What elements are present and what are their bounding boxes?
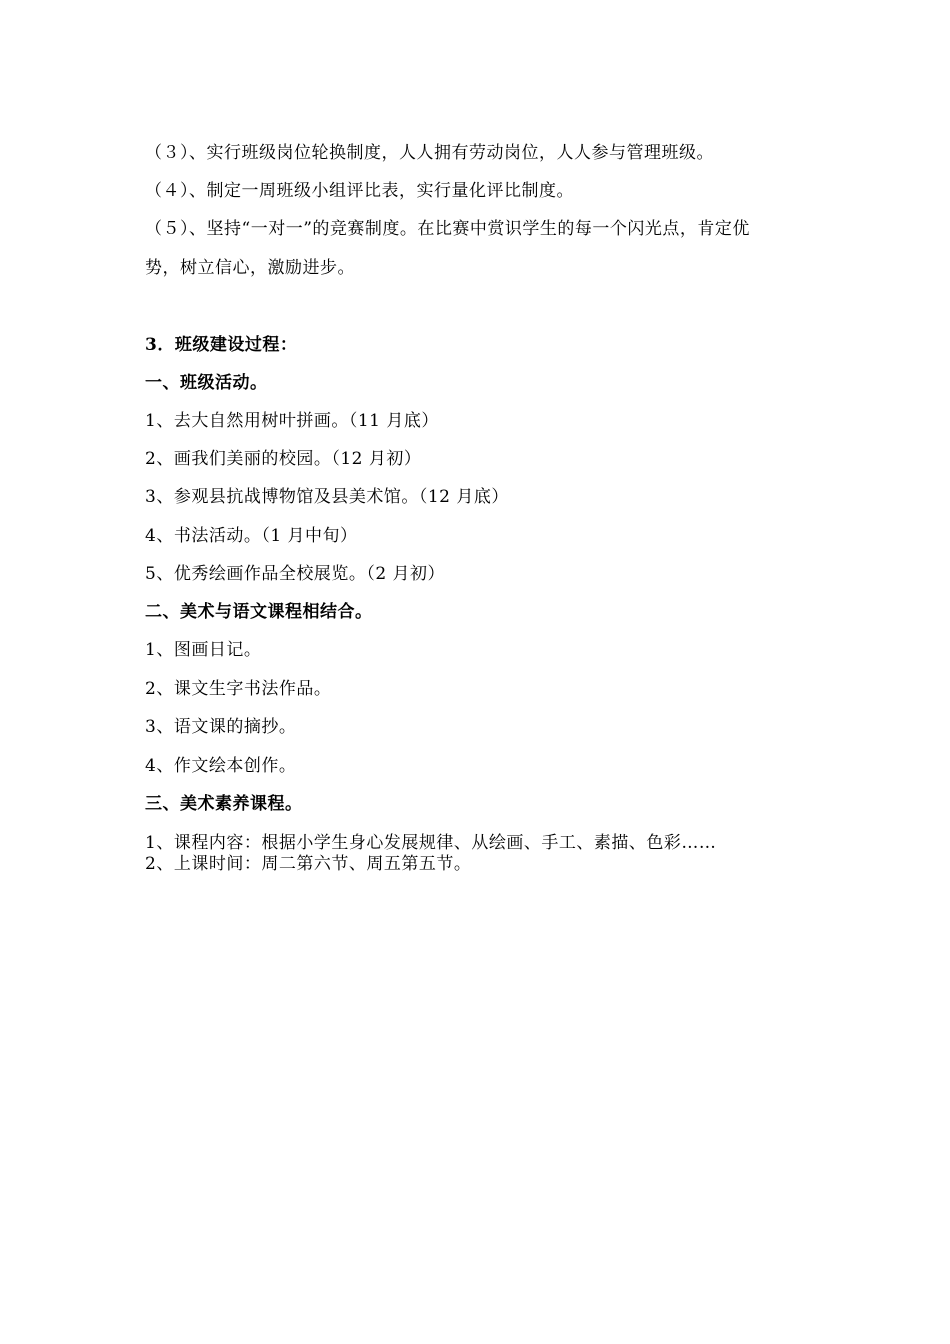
list-item: 4、作文绘本创作。 (145, 756, 297, 776)
part2-heading: 二、美术与语文课程相结合。 (145, 602, 373, 622)
paragraph-5-line-1: （５）、坚持“一对一”的竞赛制度。在比赛中赏识学生的每一个闪光点，肯定优 (145, 219, 750, 239)
paragraph-4: （４）、制定一周班级小组评比表，实行量化评比制度。 (145, 181, 574, 201)
paragraph-3: （３）、实行班级岗位轮换制度，人人拥有劳动岗位，人人参与管理班级。 (145, 143, 714, 163)
paragraph-5-line-2: 势，树立信心，激励进步。 (145, 258, 355, 278)
part1-heading: 一、班级活动。 (145, 373, 268, 393)
list-item: 3、参观县抗战博物馆及县美术馆。（12 月底） (145, 487, 509, 507)
list-item: 1、图画日记。 (145, 640, 262, 660)
section-heading: 3．班级建设过程： (145, 335, 298, 355)
list-item: 1、课程内容：根据小学生身心发展规律、从绘画、手工、素描、色彩…… (145, 833, 717, 853)
part3-heading: 三、美术素养课程。 (145, 794, 303, 814)
list-item: 2、课文生字书法作品。 (145, 679, 332, 699)
list-item: 2、上课时间：周二第六节、周五第五节。 (145, 854, 472, 874)
list-item: 2、画我们美丽的校园。（12 月初） (145, 449, 422, 469)
list-item: 4、书法活动。（1 月中旬） (145, 526, 358, 546)
list-item: 3、语文课的摘抄。 (145, 717, 297, 737)
list-item: 1、去大自然用树叶拼画。（11 月底） (145, 411, 439, 431)
list-item: 5、优秀绘画作品全校展览。（2 月初） (145, 564, 446, 584)
